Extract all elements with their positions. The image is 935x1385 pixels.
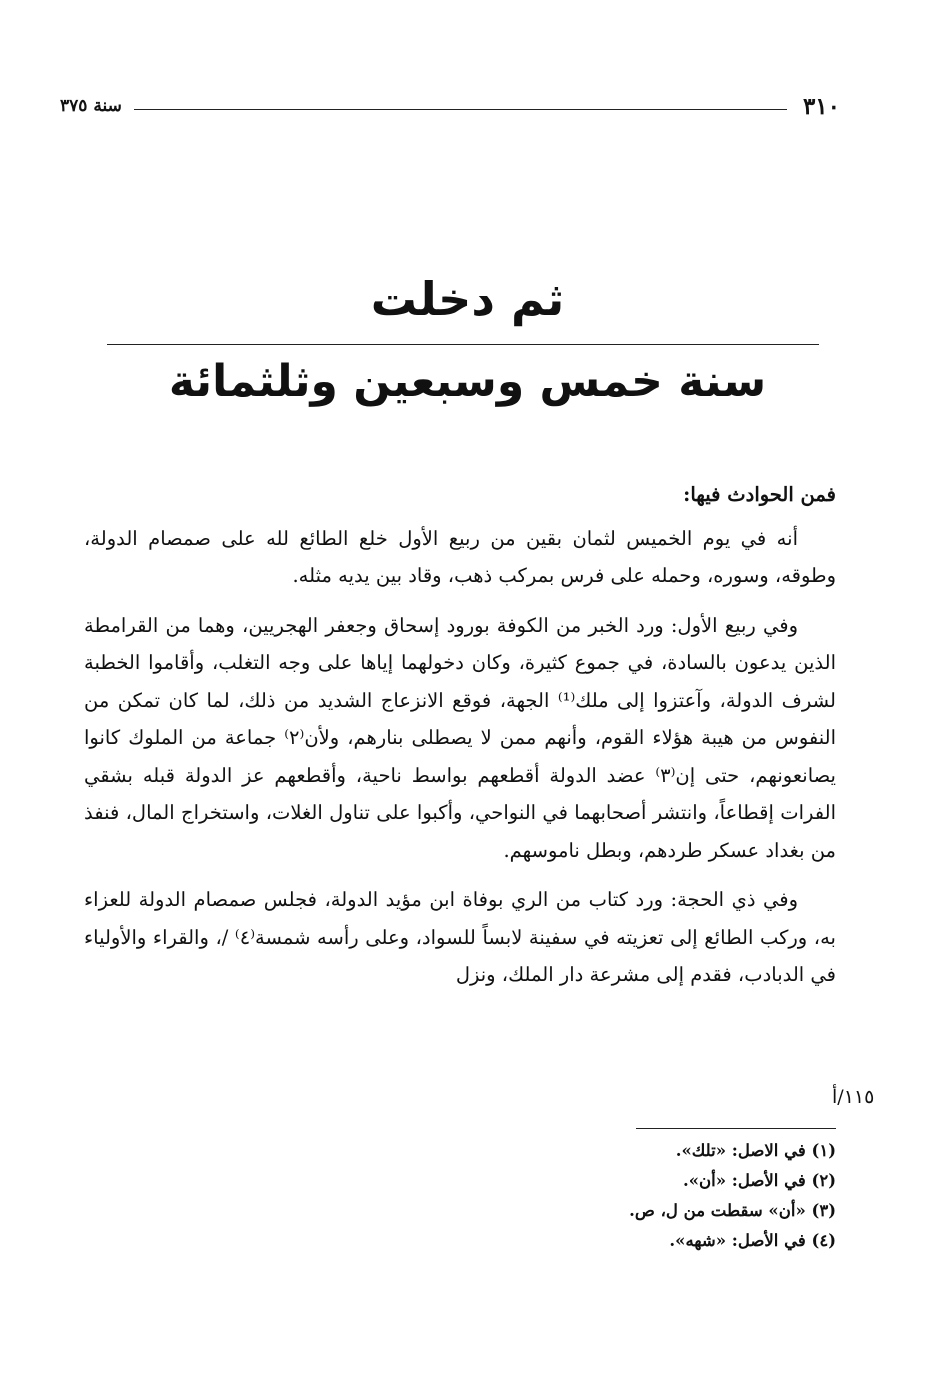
paragraph: أنه في يوم الخميس لثمان بقين من ربيع الأول خلع الطائع لله على صمصام الدولة، وطوقه، وسوره، وحمله على فرس بمركب ذهب، وقاد بين يديه مثله.	[84, 526, 836, 587]
footnote-divider	[636, 1128, 836, 1129]
running-header	[60, 88, 840, 124]
header-rule	[134, 109, 787, 110]
manuscript-folio-reference: ١١٥/أ	[832, 1086, 875, 1108]
chapter-title-line1: ثم دخلت	[370, 272, 565, 326]
running-header-year: سنة ٣٧٥	[60, 96, 122, 116]
paragraph: وفي ذي الحجة: ورد كتاب من الري بوفاة ابن مؤيد الدولة، فجلس صمصام الدولة للعزاء به، وركب الطائع إلى تعزيته في سفينة لابساً للسواد، وعلى رأسه شمسة⁽٤⁾ /، والقراء والأولياء في الدبادب، فقدم إلى مشرعة دار الملك، ونزل	[84, 888, 836, 986]
main-text	[84, 476, 836, 1006]
chapter-title-line2: سنة خمس وسبعين وثلثمائة	[168, 356, 767, 407]
footnote: (٣) «أن» سقطت من ل، ص.	[629, 1201, 836, 1220]
footnote: (١) في الاصل: «تلك».	[675, 1141, 836, 1160]
paragraph: وفي ربيع الأول: ورد الخبر من الكوفة بورود إسحاق وجعفر الهجريين، وهما من القرامطة الذين يدعون بالسادة، في جموع كثيرة، وكان دخولهما إياها على وجه التغلب، وأقاموا الخطبة لشرف الدولة، وآعتزوا إلى ملك⁽¹⁾ الجهة، فوقع الانزعاج الشديد من ذلك، لما كان تمكن من النفوس من هيبة هؤلاء القوم، وأنهم ممن لا يصطلى بنارهم، ولأن⁽٢⁾ جماعة من الملوك كانوا يصانعونهم، حتى إن⁽٣⁾ عضد الدولة أقطعهم بواسط ناحية، وأقطعهم عز الدولة قبله بشقي الفرات إقطاعاً، وانتشر أصحابهما في النواحي، وأكبوا على تناول الغلات، واستخراج المال، فنفذ من بغداد عسكر طردهم، وبطل ناموسهم.	[84, 613, 837, 862]
section-intro: فمن الحوادث فيها:	[683, 483, 836, 506]
page-number: ٣١٠	[802, 92, 840, 120]
footnote: (٤) في الأصل: «شهه».	[669, 1231, 836, 1250]
title-divider	[107, 344, 819, 345]
footnote: (٢) في الأصل: «أن».	[682, 1171, 836, 1190]
footnotes	[200, 1136, 836, 1256]
